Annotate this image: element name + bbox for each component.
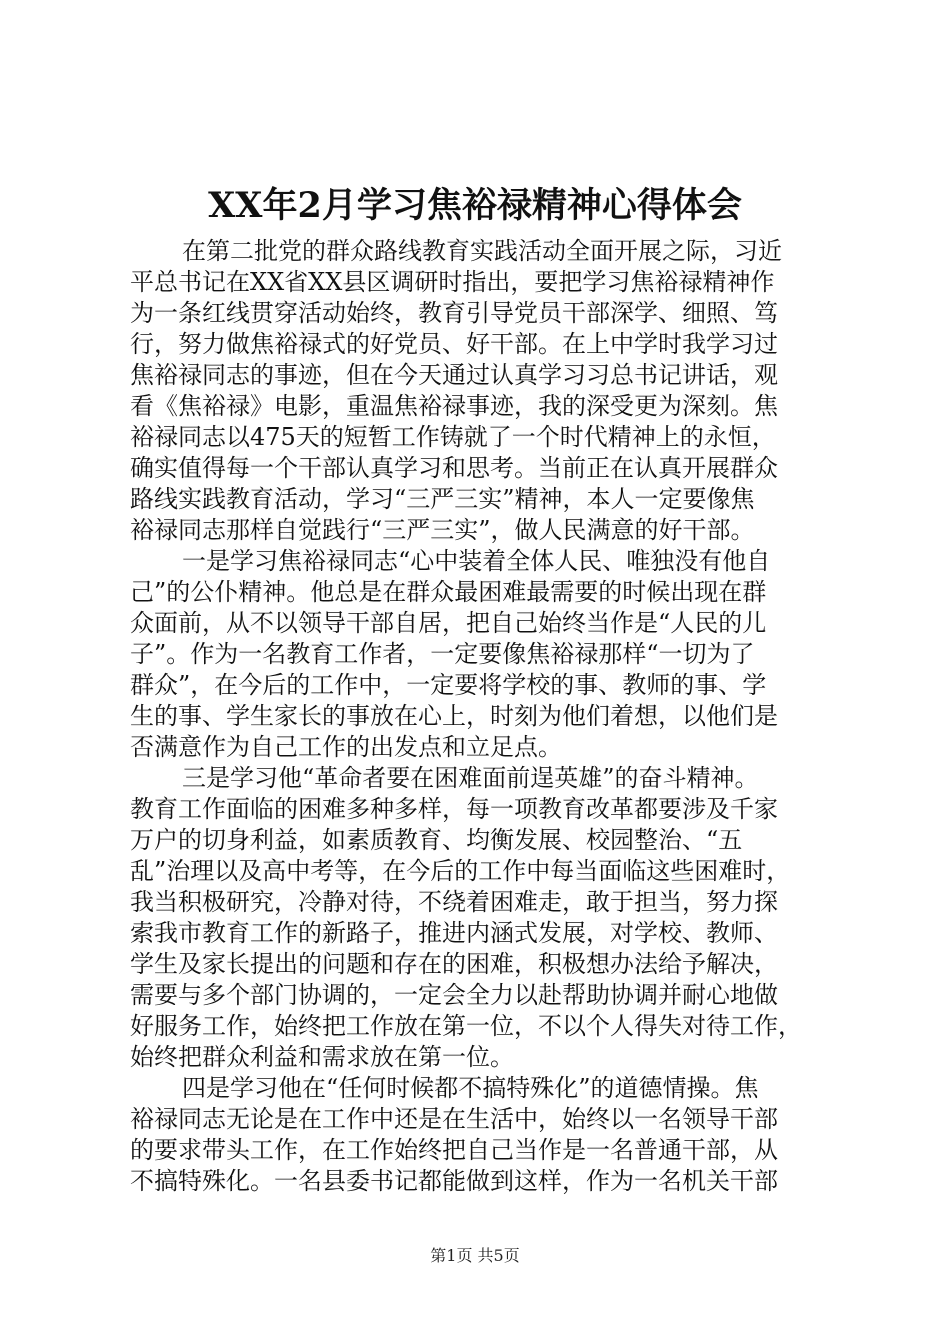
paragraph-1-line: 平总书记在XX省XX县区调研时指出，要把学习焦裕禄精神作 bbox=[130, 268, 775, 296]
paragraph-3-line: 学生及家长提出的问题和存在的困难，积极想办法给予解决， bbox=[130, 950, 778, 978]
paragraph-2-line: 群众”，在今后的工作中，一定要将学校的事、教师的事、学 bbox=[130, 671, 767, 699]
paragraph-1-line: 路线实践教育活动，学习“三严三实”精神，本人一定要像焦 bbox=[130, 485, 755, 513]
paragraph-3-line: 好服务工作，始终把工作放在第一位，不以个人得失对待工作， bbox=[130, 1012, 802, 1040]
paragraph-1-line: 看《焦裕禄》电影，重温焦裕禄事迹，我的深受更为深刻。焦 bbox=[130, 392, 778, 420]
paragraph-3-line: 我当积极研究，冷静对待，不绕着困难走，敢于担当，努力探 bbox=[130, 888, 778, 916]
paragraph-3-line: 乱”治理以及高中考等，在今后的工作中每当面临这些困难时， bbox=[130, 857, 791, 885]
paragraph-1-line: 在第二批党的群众路线教育实践活动全面开展之际，习近 bbox=[182, 237, 782, 265]
paragraph-1-line: 裕禄同志那样自觉践行“三严三实”，做人民满意的好干部。 bbox=[130, 516, 755, 544]
paragraph-1-line: 行，努力做焦裕禄式的好党员、好干部。在上中学时我学习过 bbox=[130, 330, 778, 358]
paragraph-3-line: 万户的切身利益，如素质教育、均衡发展、校园整治、“五 bbox=[130, 826, 743, 854]
document-title: XX年2月学习焦裕禄精神心得体会 bbox=[208, 185, 742, 226]
document-body bbox=[130, 236, 830, 1197]
paragraph-2-line: 生的事、学生家长的事放在心上，时刻为他们着想，以他们是 bbox=[130, 702, 778, 730]
page-footer: 第1页 共5页 bbox=[430, 1246, 520, 1265]
paragraph-3-line: 教育工作面临的困难多种多样，每一项教育改革都要涉及千家 bbox=[130, 795, 778, 823]
paragraph-3-line: 三是学习他“革命者要在困难面前逞英雄”的奋斗精神。 bbox=[182, 764, 759, 792]
paragraph-4-line: 裕禄同志无论是在工作中还是在生活中，始终以一名领导干部 bbox=[130, 1105, 778, 1133]
paragraph-1-line: 确实值得每一个干部认真学习和思考。当前正在认真开展群众 bbox=[130, 454, 778, 482]
paragraph-4-line: 四是学习他在“任何时候都不搞特殊化”的道德情操。焦 bbox=[182, 1074, 759, 1102]
paragraph-2-line: 众面前，从不以领导干部自居，把自己始终当作是“人民的儿 bbox=[130, 609, 767, 637]
paragraph-2-line: 否满意作为自己工作的出发点和立足点。 bbox=[130, 733, 562, 761]
paragraph-2-line: 己”的公仆精神。他总是在群众最困难最需要的时候出现在群 bbox=[130, 578, 767, 606]
paragraph-3-line: 始终把群众利益和需求放在第一位。 bbox=[130, 1043, 514, 1071]
paragraph-1-line: 裕禄同志以475天的短暂工作铸就了一个时代精神上的永恒， bbox=[130, 423, 776, 451]
paragraph-2-line: 子”。作为一名教育工作者，一定要像焦裕禄那样“一切为了 bbox=[130, 640, 755, 668]
paragraph-1-line: 焦裕禄同志的事迹，但在今天通过认真学习习总书记讲话，观 bbox=[130, 361, 778, 389]
paragraph-2-line: 一是学习焦裕禄同志“心中装着全体人民、唯独没有他自 bbox=[182, 547, 771, 575]
paragraph-1-line: 为一条红线贯穿活动始终，教育引导党员干部深学、细照、笃 bbox=[130, 299, 778, 327]
paragraph-3-line: 需要与多个部门协调的，一定会全力以赴帮助协调并耐心地做 bbox=[130, 981, 778, 1009]
paragraph-4-line: 的要求带头工作，在工作始终把自己当作是一名普通干部，从 bbox=[130, 1136, 778, 1164]
paragraph-3-line: 索我市教育工作的新路子，推进内涵式发展，对学校、教师、 bbox=[130, 919, 778, 947]
paragraph-4-line: 不搞特殊化。一名县委书记都能做到这样，作为一名机关干部 bbox=[130, 1167, 778, 1195]
